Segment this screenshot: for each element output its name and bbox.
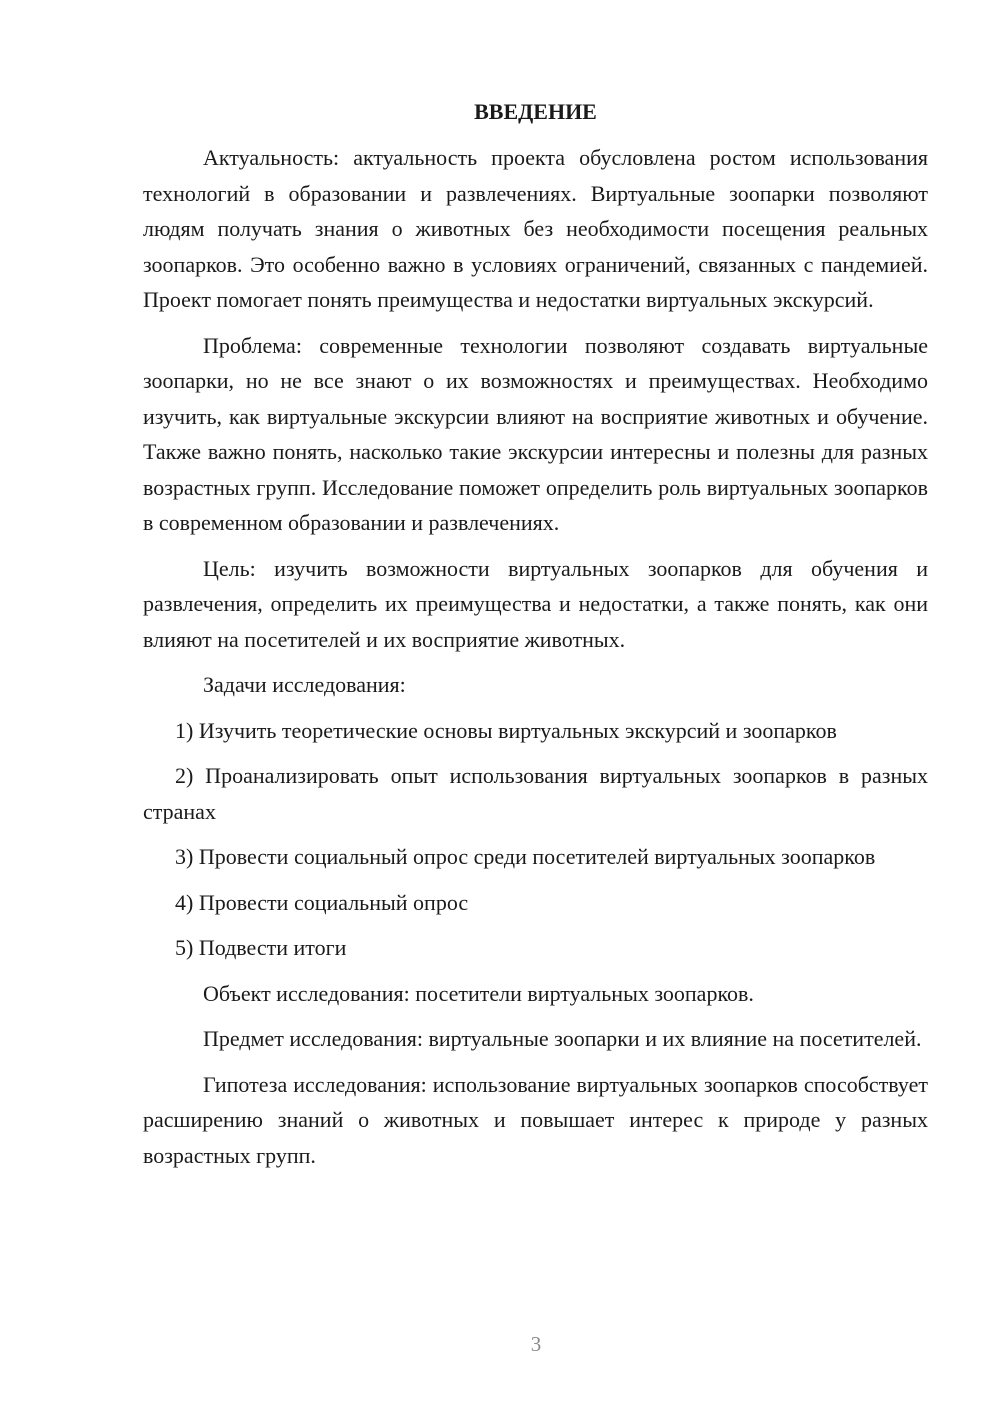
task-item-5: 5) Подвести итоги xyxy=(175,935,347,960)
paragraph-object: Объект исследования: посетители виртуальных зоопарков. xyxy=(203,980,754,1006)
paragraph-problem: Проблема: современные технологии позволяют создавать виртуальные зоопарки, но не все знают о их возможностях и преимуществах. Необходимо изучить, как виртуальные экскурсии влияют на восприятие животных и обучение. Также важно понять, насколько такие экскурсии интересны и полезны для разных возрастных групп. Исследование поможет определить роль виртуальных зоопарков в современном образовании и развлечениях. xyxy=(143,332,928,535)
paragraph-goal: Цель: изучить возможности виртуальных зоопарков для обучения и развлечения, определить их преимущества и недостатки, а также понять, как они влияют на посетителей и их восприятие животных. xyxy=(143,555,928,652)
tasks-heading: Задачи исследования: xyxy=(203,672,406,697)
paragraph-subject: Предмет исследования: виртуальные зоопарки и их влияние на посетителей. xyxy=(203,1026,922,1051)
task-item-1: 1) Изучить теоретические основы виртуальных экскурсий и зоопарков xyxy=(175,717,837,743)
task-item-3: 3) Провести социальный опрос среди посетителей виртуальных зоопарков xyxy=(175,844,876,869)
task-item-2: 2) Проанализировать опыт использования виртуальных зоопарков в разных странах xyxy=(143,763,928,824)
paragraph-relevance: Актуальность: актуальность проекта обусловлена ростом использования технологий в образовании и развлечениях. Виртуальные зоопарки позволяют людям получать знания о животных без необходимости посещения реальных зоопарков. Это особенно важно в условиях ограничений, связанных с пандемией. Проект помогает понять преимущества и недостатки виртуальных экскурсий. xyxy=(143,145,928,312)
paragraph-hypothesis: Гипотеза исследования: использование виртуальных зоопарков способствует расширению знаний о животных и повышает интерес к природе у разных возрастных групп. xyxy=(143,1071,928,1168)
page-title: ВВЕДЕНИЕ xyxy=(474,99,597,124)
page-content xyxy=(143,94,928,1183)
page-number: 3 xyxy=(530,1332,542,1356)
task-item-4: 4) Провести социальный опрос xyxy=(175,889,469,915)
